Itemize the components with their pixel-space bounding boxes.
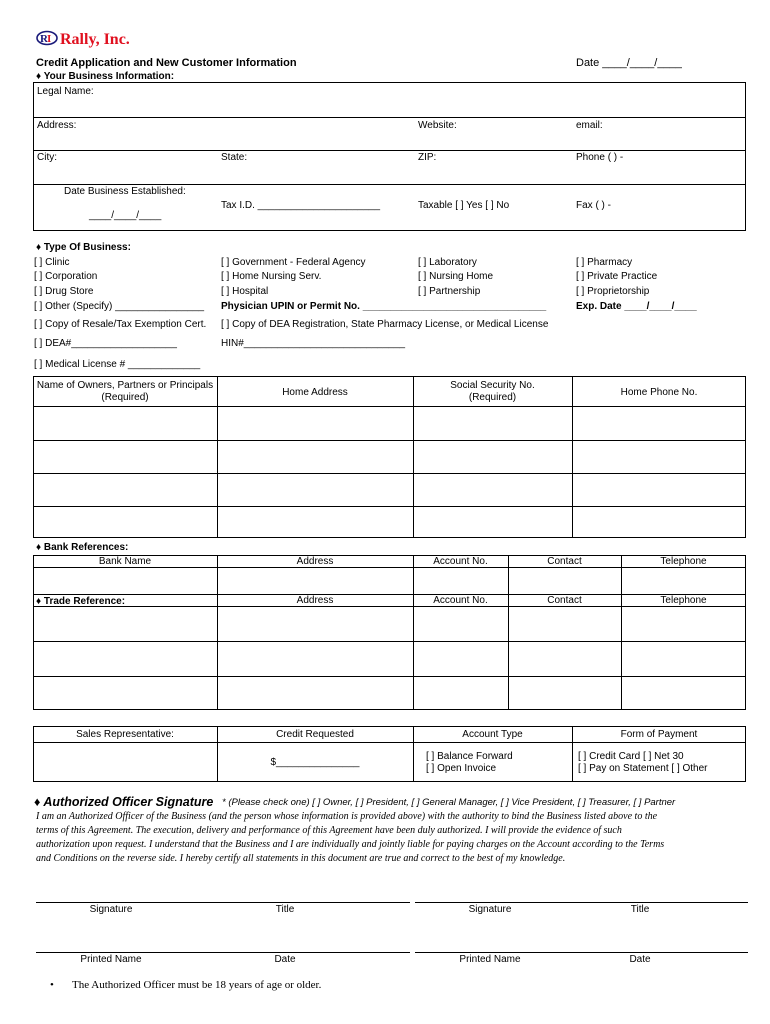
trade-reference-table bbox=[33, 594, 746, 710]
payment-form-header: Form of Payment bbox=[620, 729, 698, 740]
checkbox-drug-store[interactable]: [ ] Drug Store bbox=[34, 286, 94, 297]
checkbox-pharmacy[interactable]: [ ] Pharmacy bbox=[576, 257, 633, 268]
business-info-heading: ♦ Your Business Information: bbox=[36, 71, 175, 82]
zip-field[interactable]: ZIP: bbox=[418, 152, 437, 163]
date-established-field[interactable]: ____/____/____ bbox=[89, 210, 162, 221]
printed-name-line-right[interactable] bbox=[415, 952, 748, 953]
date-established-label: Date Business Established: bbox=[64, 186, 186, 197]
authorized-officer-heading: ♦ Authorized Officer Signature bbox=[34, 795, 214, 809]
checkbox-corporation[interactable]: [ ] Corporation bbox=[34, 271, 98, 282]
owners-name-header: Name of Owners, Partners or Principals (Required) bbox=[36, 380, 214, 403]
printed-name-label-2: Printed Name bbox=[459, 954, 521, 965]
fax-field[interactable]: Fax ( ) - bbox=[576, 200, 611, 211]
bank-name-header: Bank Name bbox=[98, 556, 152, 567]
authorization-paragraph-line3: authorization upon request. I understand that the Business and I are individually and jointly liable for paying charges on the Account according to the Terms bbox=[36, 839, 665, 850]
checkbox-open-invoice[interactable]: [ ] Open Invoice bbox=[426, 763, 497, 774]
dea-field[interactable]: [ ] DEA#___________________ bbox=[34, 338, 177, 349]
type-of-business-heading: ♦ Type Of Business: bbox=[36, 242, 131, 253]
signature-label-2: Signature bbox=[468, 904, 512, 915]
address-field[interactable]: Address: bbox=[37, 120, 77, 131]
checkbox-resale-cert[interactable]: [ ] Copy of Resale/Tax Exemption Cert. bbox=[34, 319, 207, 330]
sales-rep-header: Sales Representative: bbox=[76, 729, 174, 740]
checkbox-balance-forward[interactable]: [ ] Balance Forward bbox=[426, 751, 513, 762]
checkbox-clinic[interactable]: [ ] Clinic bbox=[34, 257, 70, 268]
credit-requested-field[interactable]: $_______________ bbox=[270, 757, 360, 768]
phone-field[interactable]: Phone ( ) - bbox=[576, 152, 624, 163]
bank-contact-header: Contact bbox=[547, 556, 582, 567]
checkbox-home-nursing[interactable]: [ ] Home Nursing Serv. bbox=[221, 271, 322, 282]
business-info-table bbox=[33, 82, 746, 231]
signature-line-left[interactable] bbox=[36, 902, 410, 903]
checkbox-government[interactable]: [ ] Government - Federal Agency bbox=[221, 257, 366, 268]
account-type-header: Account Type bbox=[462, 729, 523, 740]
bank-telephone-header: Telephone bbox=[660, 556, 707, 567]
date-label-2: Date bbox=[629, 954, 651, 965]
company-name: Rally, Inc. bbox=[60, 31, 130, 48]
svg-text:R: R bbox=[40, 33, 48, 45]
age-note-bullet: • bbox=[50, 979, 54, 991]
taxable-field[interactable]: Taxable [ ] Yes [ ] No bbox=[418, 200, 510, 211]
payment-options-row2[interactable]: [ ] Pay on Statement [ ] Other bbox=[578, 763, 708, 774]
website-field[interactable]: Website: bbox=[418, 120, 457, 131]
checkbox-dea-copy[interactable]: [ ] Copy of DEA Registration, State Pharmacy License, or Medical License bbox=[221, 319, 549, 330]
svg-text:I: I bbox=[47, 33, 52, 45]
form-title: Credit Application and New Customer Information bbox=[36, 57, 297, 69]
trade-address-header: Address bbox=[296, 595, 334, 606]
authorization-paragraph-line4: and Conditions on the reverse side. I hereby certify all statements in this document are true and correct to the best of my knowledge. bbox=[36, 853, 566, 864]
owners-ssn-header: Social Security No. (Required) bbox=[450, 380, 535, 403]
signature-label-1: Signature bbox=[89, 904, 133, 915]
bank-address-header: Address bbox=[296, 556, 334, 567]
exp-date-field[interactable]: Exp. Date ____/____/____ bbox=[576, 301, 697, 312]
checkbox-proprietorship[interactable]: [ ] Proprietorship bbox=[576, 286, 650, 297]
checkbox-laboratory[interactable]: [ ] Laboratory bbox=[418, 257, 477, 268]
date-field[interactable]: Date ____/____/____ bbox=[576, 57, 682, 69]
medical-license-field[interactable]: [ ] Medical License # _____________ bbox=[34, 359, 201, 370]
bank-references-heading: ♦ Bank References: bbox=[36, 542, 129, 553]
title-label-1: Title bbox=[275, 904, 295, 915]
printed-name-label-1: Printed Name bbox=[80, 954, 142, 965]
checkbox-partnership[interactable]: [ ] Partnership bbox=[418, 286, 481, 297]
checkbox-private-practice[interactable]: [ ] Private Practice bbox=[576, 271, 658, 282]
title-label-2: Title bbox=[630, 904, 650, 915]
date-label-1: Date bbox=[274, 954, 296, 965]
upin-field[interactable]: Physician UPIN or Permit No. _________________________________ bbox=[221, 301, 547, 312]
trade-contact-header: Contact bbox=[547, 595, 582, 606]
hin-field[interactable]: HIN#_____________________________ bbox=[221, 338, 406, 349]
legal-name-field[interactable]: Legal Name: bbox=[37, 86, 94, 97]
tax-id-field[interactable]: Tax I.D. ______________________ bbox=[221, 200, 381, 211]
signature-line-right[interactable] bbox=[415, 902, 748, 903]
payment-options-row1[interactable]: [ ] Credit Card [ ] Net 30 bbox=[578, 751, 684, 762]
city-field[interactable]: City: bbox=[37, 152, 57, 163]
checkbox-nursing-home[interactable]: [ ] Nursing Home bbox=[418, 271, 494, 282]
trade-account-header: Account No. bbox=[433, 595, 488, 606]
checkbox-hospital[interactable]: [ ] Hospital bbox=[221, 286, 269, 297]
bank-account-header: Account No. bbox=[433, 556, 488, 567]
logo-mark-icon bbox=[36, 30, 58, 46]
owners-address-header: Home Address bbox=[282, 387, 348, 398]
printed-name-line-left[interactable] bbox=[36, 952, 410, 953]
authorization-paragraph-line1: I am an Authorized Officer of the Business (and the person whose information is provided above) with the authority to bind the Business listed above to the bbox=[36, 811, 658, 822]
owners-phone-header: Home Phone No. bbox=[620, 387, 698, 398]
authorization-paragraph-line2: terms of this Agreement. The execution, delivery and performance of this Agreement have been duly authorized. I will provide the evidence of such bbox=[36, 825, 622, 836]
credit-requested-header: Credit Requested bbox=[276, 729, 354, 740]
email-field[interactable]: email: bbox=[576, 120, 603, 131]
age-requirement-note: The Authorized Officer must be 18 years of age or older. bbox=[72, 979, 322, 991]
trade-telephone-header: Telephone bbox=[660, 595, 707, 606]
state-field[interactable]: State: bbox=[221, 152, 248, 163]
officer-role-options[interactable]: * (Please check one) [ ] Owner, [ ] President, [ ] General Manager, [ ] Vice President, [ ] Treasurer, [ ] Partner bbox=[222, 797, 676, 808]
trade-reference-heading: ♦ Trade Reference: bbox=[36, 596, 126, 607]
checkbox-other[interactable]: [ ] Other (Specify) ________________ bbox=[34, 301, 205, 312]
